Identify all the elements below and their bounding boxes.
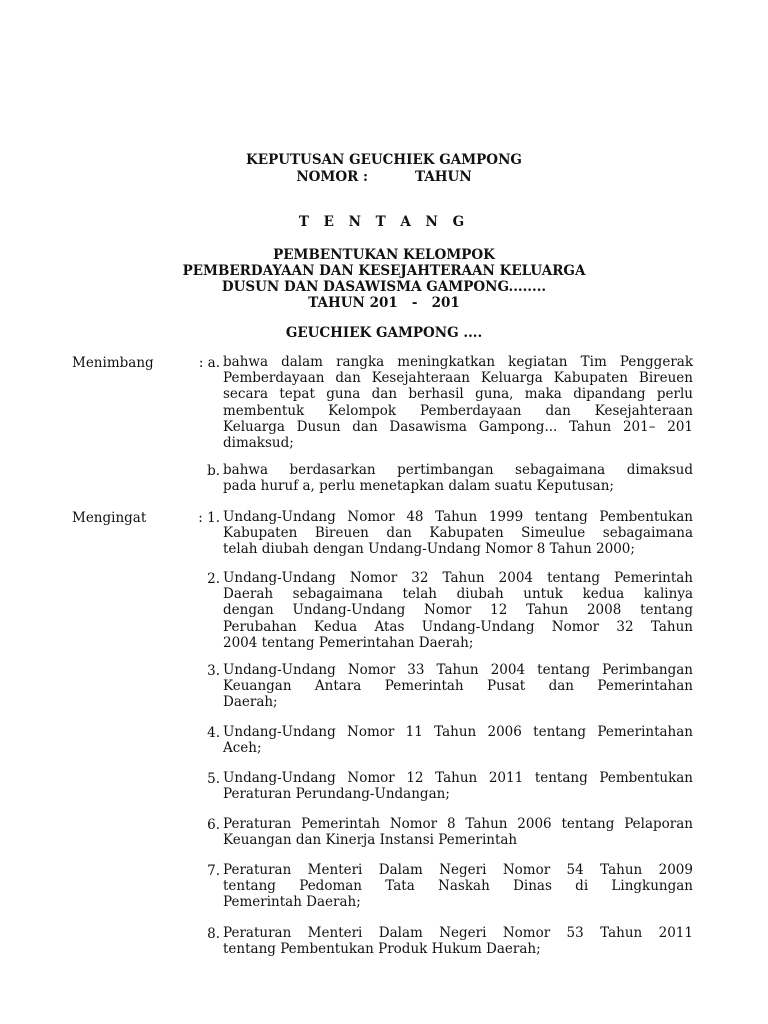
text-line: Kabupaten Bireuen dan Kabupaten Simeulue sebagaimana: [223, 525, 693, 542]
text-line: pada huruf a, perlu menetapkan dalam suatu Keputusan;: [223, 478, 614, 495]
text-line: 2004 tentang Pemerintahan Daerah;: [223, 634, 474, 651]
document-number: NOMOR : TAHUN: [296, 169, 472, 185]
text-line: Keluarga Dusun dan Dasawisma Gampong... Tahun 201– 201: [223, 418, 693, 435]
mengingat-item-4: [223, 724, 693, 756]
tentang-heading: T E N T A N G: [298, 214, 470, 230]
mengingat-marker-4: 4.: [207, 725, 220, 741]
menimbang-item-b: [223, 462, 693, 494]
subject-line-4: TAHUN 201 - 201: [308, 295, 460, 311]
mengingat-label: Mengingat: [72, 510, 147, 526]
text-line: Undang-Undang Nomor 11 Tahun 2006 tentang Pemerintahan: [223, 724, 693, 740]
text-line: Aceh;: [223, 740, 262, 757]
mengingat-item-3: [223, 662, 693, 711]
menimbang-item-a: [223, 354, 693, 451]
mengingat-item-6: [223, 816, 693, 848]
mengingat-item-2: [223, 570, 693, 651]
mengingat-marker-3: 3.: [207, 663, 220, 679]
text-line: Keuangan dan Kinerja Instansi Pemerintah: [223, 832, 518, 849]
mengingat-item-1: [223, 509, 693, 558]
text-line: telah diubah dengan Undang-Undang Nomor 8 Tahun 2000;: [223, 541, 635, 558]
text-line: Pemberdayaan dan Kesejahteraan Keluarga Kabupaten Bireuen: [223, 370, 693, 387]
text-line: Undang-Undang Nomor 12 Tahun 2011 tentang Pembentukan: [223, 770, 693, 786]
text-line: Keuangan Antara Pemerintah Pusat dan Pemerintahan: [223, 678, 693, 695]
issuer-heading: GEUCHIEK GAMPONG ....: [285, 325, 483, 341]
mengingat-item-7: [223, 862, 693, 911]
mengingat-item-8: [223, 925, 693, 957]
subject-line-2: PEMBERDAYAAN DAN KESEJAHTERAAN KELUARGA: [182, 263, 586, 279]
text-line: Daerah sebagaimana telah diubah untuk kedua kalinya: [223, 586, 693, 603]
menimbang-marker-a: : a.: [198, 355, 220, 371]
text-line: Pemerintah Daerah;: [223, 894, 361, 911]
text-line: secara tepat guna dan berhasil guna, maka dipandang perlu: [223, 386, 693, 403]
mengingat-marker-6: 6.: [207, 817, 220, 833]
subject-line-3: DUSUN DAN DASAWISMA GAMPONG........: [221, 279, 547, 295]
subject-line-1: PEMBENTUKAN KELOMPOK: [273, 247, 495, 263]
text-line: Peraturan Menteri Dalam Negeri Nomor 53 Tahun 2011: [223, 925, 693, 941]
text-line: Undang-Undang Nomor 32 Tahun 2004 tentang Pemerintah: [223, 570, 693, 586]
text-line: Undang-Undang Nomor 48 Tahun 1999 tentang Pembentukan: [223, 509, 693, 525]
text-line: bahwa berdasarkan pertimbangan sebagaimana dimaksud: [223, 462, 693, 478]
text-line: membentuk Kelompok Pemberdayaan dan Kesejahteraan: [223, 402, 693, 419]
text-line: Peraturan Menteri Dalam Negeri Nomor 54 Tahun 2009: [223, 862, 693, 878]
text-line: dimaksud;: [223, 434, 294, 451]
text-line: tentang Pedoman Tata Naskah Dinas di Lingkungan: [223, 878, 693, 895]
text-line: bahwa dalam rangka meningkatkan kegiatan Tim Penggerak: [223, 354, 693, 370]
text-line: Peraturan Perundang-Undangan;: [223, 786, 450, 803]
menimbang-marker-b: b.: [207, 463, 220, 479]
text-line: Peraturan Pemerintah Nomor 8 Tahun 2006 tentang Pelaporan: [223, 816, 693, 832]
text-line: Undang-Undang Nomor 33 Tahun 2004 tentang Perimbangan: [223, 662, 693, 678]
menimbang-label: Menimbang: [72, 355, 154, 371]
mengingat-marker-7: 7.: [207, 863, 220, 879]
text-line: Daerah;: [223, 694, 278, 711]
text-line: tentang Pembentukan Produk Hukum Daerah;: [223, 941, 541, 958]
mengingat-marker-2: 2.: [207, 571, 220, 587]
mengingat-marker-8: 8.: [207, 926, 220, 942]
text-line: dengan Undang-Undang Nomor 12 Tahun 2008 tentang: [223, 602, 693, 619]
mengingat-marker-1: : 1.: [198, 510, 220, 526]
document-title: KEPUTUSAN GEUCHIEK GAMPONG: [246, 152, 522, 168]
mengingat-item-5: [223, 770, 693, 802]
mengingat-marker-5: 5.: [207, 771, 220, 787]
text-line: Perubahan Kedua Atas Undang-Undang Nomor 32 Tahun: [223, 618, 693, 635]
